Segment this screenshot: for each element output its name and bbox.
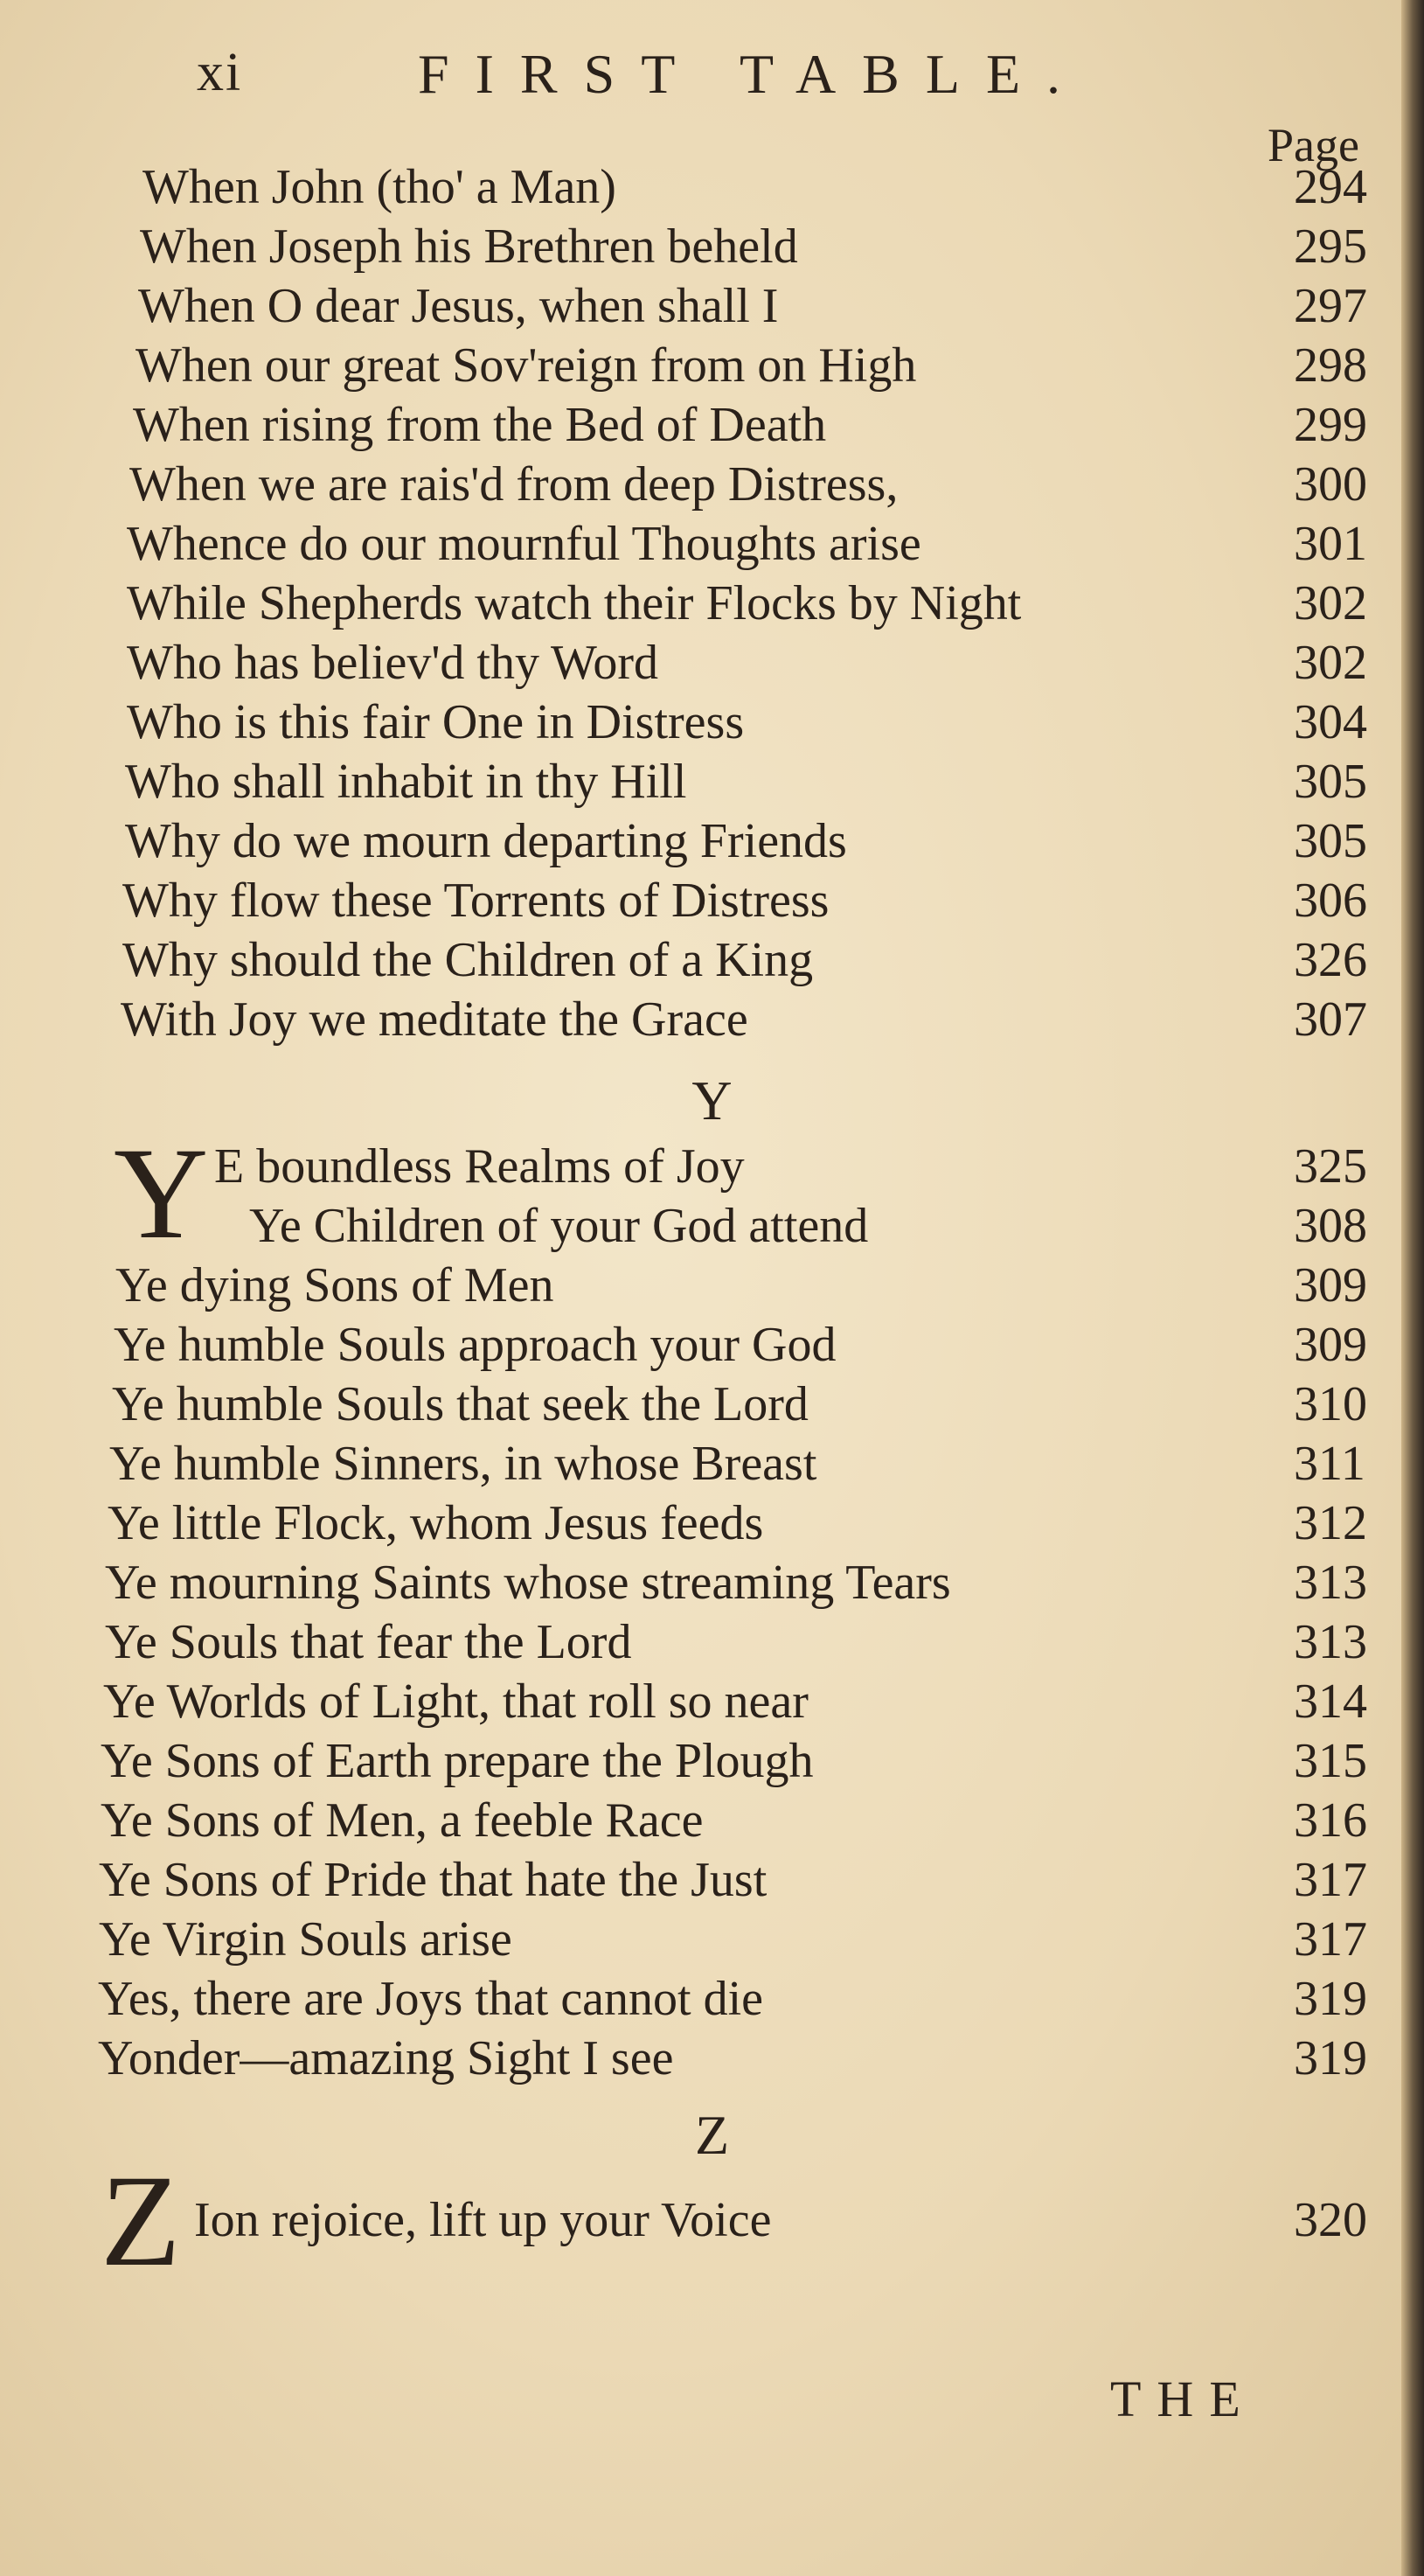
first-line-text: E boundless Realms of Joy [214, 1139, 745, 1194]
table-row [0, 276, 1424, 336]
table-row [0, 930, 1424, 990]
page-number: 319 [1294, 2031, 1367, 2085]
table-row [0, 871, 1424, 930]
table-row [0, 1493, 1424, 1553]
first-line-text: Ye mourning Saints whose streaming Tears [105, 1556, 951, 1610]
table-row [0, 1672, 1424, 1731]
table-row [0, 336, 1424, 395]
first-line-text: Ye Souls that fear the Lord [105, 1615, 632, 1669]
page-number: 305 [1294, 814, 1367, 868]
page-number: 320 [1294, 2193, 1367, 2247]
running-title: FIRST TABLE. [418, 43, 1087, 105]
first-line-text: Whence do our mournful Thoughts arise [127, 517, 921, 571]
page-number: 301 [1294, 517, 1367, 571]
first-line-text: Ye Sons of Pride that hate the Just [99, 1853, 768, 1907]
page-number: 319 [1294, 1972, 1367, 2026]
w-section [0, 157, 1424, 1049]
first-line-text: Ye Children of your God attend [249, 1199, 869, 1253]
page-number: 312 [1294, 1496, 1367, 1550]
page-number: 313 [1294, 1615, 1367, 1669]
first-line-text: Ye Sons of Earth prepare the Plough [101, 1734, 814, 1788]
table-row [0, 157, 1424, 217]
page-number: 294 [1294, 160, 1367, 214]
z-section [0, 2190, 1424, 2250]
page-number: 300 [1294, 457, 1367, 512]
page-number: 309 [1294, 1318, 1367, 1372]
first-line-text: While Shepherds watch their Flocks by Night [127, 576, 1022, 630]
page-number: 311 [1294, 1437, 1365, 1491]
running-header [0, 35, 1424, 105]
page-number: 302 [1294, 636, 1367, 690]
table-row [0, 693, 1424, 752]
table-row [0, 2190, 1424, 2250]
page-number: 313 [1294, 1556, 1367, 1610]
first-line-text: Ye Sons of Men, a feeble Race [101, 1793, 704, 1848]
table-row [0, 1553, 1424, 1612]
page-number: 310 [1294, 1377, 1367, 1431]
table-row [0, 217, 1424, 276]
table-row [0, 752, 1424, 811]
table-row [0, 811, 1424, 871]
section-heading-y: Y [691, 1069, 733, 1131]
page-number: 317 [1294, 1912, 1367, 1967]
page-number: 315 [1294, 1734, 1367, 1788]
table-row [0, 1969, 1424, 2029]
first-line-text: With Joy we meditate the Grace [121, 992, 748, 1047]
table-row [0, 990, 1424, 1049]
first-line-text: When we are rais'd from deep Distress, [129, 457, 899, 512]
page-number: 308 [1294, 1199, 1367, 1253]
page-number: 316 [1294, 1793, 1367, 1848]
table-row [0, 574, 1424, 633]
page-number: 325 [1294, 1139, 1367, 1194]
page-number: 299 [1294, 398, 1367, 452]
page-number: 302 [1294, 576, 1367, 630]
page-number: 309 [1294, 1258, 1367, 1312]
table-row [0, 633, 1424, 693]
first-line-text: When John (tho' a Man) [142, 160, 616, 214]
catchword: THE [1110, 2371, 1256, 2427]
table-row [0, 1612, 1424, 1672]
table-row [0, 1791, 1424, 1850]
first-line-text: Ye humble Sinners, in whose Breast [109, 1437, 817, 1491]
first-line-text: Ye humble Souls approach your God [114, 1318, 837, 1372]
table-row [0, 514, 1424, 574]
first-line-text: Ye little Flock, whom Jesus feeds [108, 1496, 764, 1550]
y-section [0, 1137, 1424, 2088]
page-number: 305 [1294, 755, 1367, 809]
table-row [0, 395, 1424, 455]
table-row [0, 1434, 1424, 1493]
page-number: 314 [1294, 1674, 1367, 1729]
page-number: 317 [1294, 1853, 1367, 1907]
page-number: 304 [1294, 695, 1367, 749]
first-line-text: Why should the Children of a King [122, 933, 814, 987]
first-line-text: When O dear Jesus, when shall I [138, 279, 779, 333]
first-line-text: Who is this fair One in Distress [127, 695, 745, 749]
first-line-text: Ion rejoice, lift up your Voice [194, 2193, 772, 2247]
table-row [0, 1137, 1424, 1196]
first-line-text: When rising from the Bed of Death [133, 398, 827, 452]
table-row [0, 1850, 1424, 1910]
first-line-text: Who shall inhabit in thy Hill [125, 755, 687, 809]
first-line-text: Ye humble Souls that seek the Lord [112, 1377, 809, 1431]
w-entries-list [0, 157, 1424, 1049]
y-entries-list [0, 1137, 1424, 2088]
table-row [0, 1315, 1424, 1375]
folio-number: xi [197, 43, 243, 102]
first-line-text: When Joseph his Brethren beheld [140, 219, 798, 274]
section-heading-z: Z [694, 2104, 730, 2166]
first-line-text: Yonder—amazing Sight I see [98, 2031, 674, 2085]
page-number: 298 [1294, 338, 1367, 393]
table-row [0, 1731, 1424, 1791]
drop-cap-z: Z [101, 2148, 181, 2294]
first-line-text: Yes, there are Joys that cannot die [98, 1972, 764, 2026]
table-row [0, 1375, 1424, 1434]
table-row [0, 1196, 1424, 1256]
first-line-text: Why do we mourn departing Friends [125, 814, 847, 868]
table-row [0, 1910, 1424, 1969]
first-line-text: Ye Worlds of Light, that roll so near [103, 1674, 809, 1729]
page-column-label: Page [1268, 119, 1359, 171]
first-line-text: Ye dying Sons of Men [115, 1258, 554, 1312]
page-number: 326 [1294, 933, 1367, 987]
page-number: 295 [1294, 219, 1367, 274]
page-number: 297 [1294, 279, 1367, 333]
first-line-text: When our great Sov'reign from on High [135, 338, 917, 393]
page-number: 307 [1294, 992, 1367, 1047]
first-line-text: Ye Virgin Souls arise [99, 1912, 512, 1967]
page-number: 306 [1294, 874, 1367, 928]
table-row [0, 1256, 1424, 1315]
z-entries-list [0, 2190, 1424, 2250]
drop-cap-y: Y [114, 1121, 209, 1266]
table-row [0, 2029, 1424, 2088]
table-row [0, 455, 1424, 514]
first-line-text: Why flow these Torrents of Distress [122, 874, 830, 928]
first-line-text: Who has believ'd thy Word [127, 636, 658, 690]
